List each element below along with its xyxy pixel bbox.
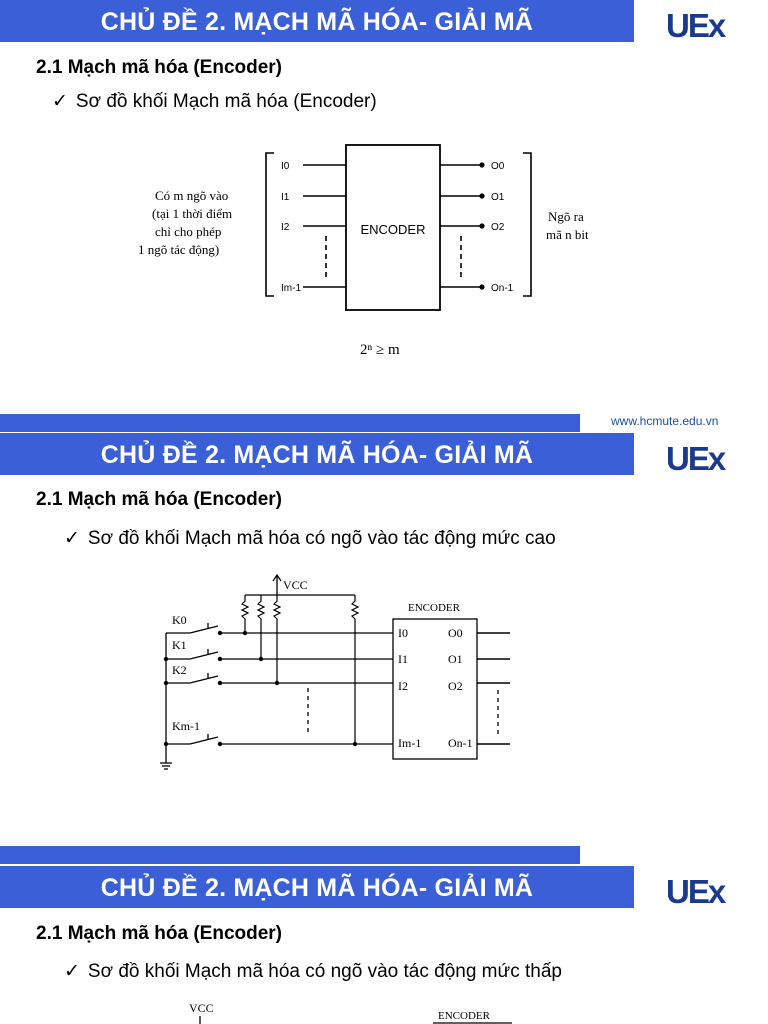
switch-label-0: K0 [172,613,187,627]
output-label-1: O1 [448,652,463,666]
bullet-text: Sơ đồ khối Mạch mã hóa có ngõ vào tác động mức thấp [87,961,562,982]
input-label-0: I0 [398,626,408,640]
slide-1 [0,0,768,432]
vcc-label: VCC [283,578,308,592]
section-heading: 2.1 Mạch mã hóa (Encoder) [36,489,283,510]
slide-title: CHỦ ĐỀ 2. MẠCH MÃ HÓA- GIẢI MÃ [100,441,534,469]
section-heading: 2.1 Mạch mã hóa (Encoder) [36,57,283,78]
active-high-encoder-circuit [0,433,768,865]
switch-label-1: K1 [172,638,187,652]
checkmark-icon: ✓ [64,961,80,982]
slide-2 [0,433,768,865]
vcc-label: VCC [189,1001,214,1015]
output-label-2: O2 [491,222,505,233]
encoder-title: ENCODER [408,602,460,614]
left-note-line-4: 1 ngõ tác động) [138,242,220,257]
output-label-2: O2 [448,679,463,693]
input-label-1: I1 [398,652,408,666]
footer-bar [0,846,580,864]
bullet-text: Sơ đồ khối Mạch mã hóa (Encoder) [75,91,377,112]
input-label-m-1: Im-1 [398,736,422,750]
output-label-n-1: On-1 [448,736,473,750]
input-label-m-1: Im-1 [281,283,301,294]
input-label-1: I1 [281,192,290,203]
left-note-line-2: (tại 1 thời điểm [152,206,233,221]
checkmark-icon: ✓ [52,91,68,112]
utex-logo: UEx [666,440,725,477]
slide-title: CHỦ ĐỀ 2. MẠCH MÃ HÓA- GIẢI MÃ [100,874,534,902]
right-note-line-2: mã n bit [546,227,589,242]
right-note-line-1: Ngõ ra [548,209,584,224]
input-label-2: I2 [398,679,408,693]
utex-logo: UEx [666,873,725,910]
output-label-0: O0 [491,161,505,172]
utex-logo: UEx [666,7,725,44]
footer-url[interactable]: www.hcmute.edu.vn [611,414,719,428]
switch-label-2: K2 [172,663,187,677]
input-label-0: I0 [281,161,290,172]
left-note-line-1: Có m ngõ vào [155,188,229,203]
bullet-text: Sơ đồ khối Mạch mã hóa có ngõ vào tác động mức cao [87,528,556,549]
checkmark-icon: ✓ [64,528,80,549]
formula: 2ⁿ ≥ m [360,342,400,358]
active-low-encoder-circuit [0,866,768,1024]
output-label-n-1: On-1 [491,283,514,294]
output-label-0: O0 [448,626,463,640]
section-heading: 2.1 Mạch mã hóa (Encoder) [36,923,283,944]
footer-bar [0,414,580,432]
encoder-title: ENCODER [438,1010,490,1022]
left-note-line-3: chỉ cho phép [155,224,222,239]
output-label-1: O1 [491,192,505,203]
encoder-block-label: ENCODER [360,222,426,237]
encoder-block-diagram [0,0,768,432]
switch-label-m-1: Km-1 [172,719,200,733]
input-label-2: I2 [281,222,290,233]
slide-3 [0,866,768,1024]
slide-title: CHỦ ĐỀ 2. MẠCH MÃ HÓA- GIẢI MÃ [100,8,534,36]
